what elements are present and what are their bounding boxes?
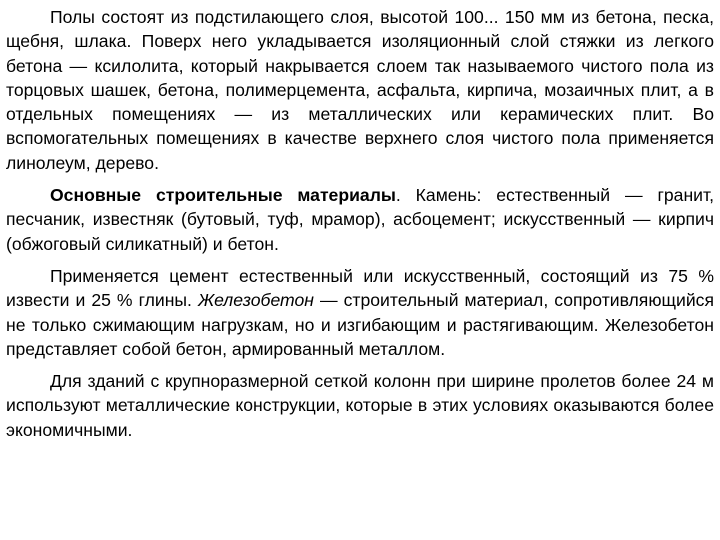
paragraph-cement (6, 264, 714, 361)
reinforced-concrete-term: Железобетон (197, 290, 314, 311)
materials-text: . Камень: естественный — гранит, песчаник, известняк (бутовый, туф, мрамор), асбоцемент; искусственный — кирпич (обжоговый силикатный) и бетон. (6, 185, 714, 254)
document-page (6, 5, 714, 442)
paragraph-buildings: Для зданий с крупноразмерной сеткой колонн при ширине пролетов более 24 м используют металлические конструкции, которые в этих условиях оказываются более экономичными. (6, 371, 714, 440)
cement-intro: Применяется цемент естественный или искусственный, состоящий из 75 % извести и 25 % глины. (6, 265, 714, 311)
paragraph-floors: Полы состоят из подстилающего слоя, высотой 100... 150 мм из бетона, песка, щебня, шлака. Поверх него укладывается изоляционный слой стяжки из легкого бетона — ксилолита, который накрывается слоем так называемого чистого пола из торцовых шашек, бетона, полимерцемента, асфальта, кирпича, мозаичных плит, а в отдельных помещениях — из металлических или керамических плит. Во вспомогательных помещениях в качестве верхнего слоя чистого пола применяется линолеум, дерево. (6, 7, 714, 173)
materials-heading: Основные строительные материалы (50, 185, 396, 206)
paragraph-materials (6, 183, 714, 256)
reinforced-concrete-definition: — строительный материал, сопротивляющийся не только сжимающим нагрузкам, но и изгибающим и растягивающим. Железобетон представляет собой бетон, армированный металлом. (6, 290, 714, 359)
